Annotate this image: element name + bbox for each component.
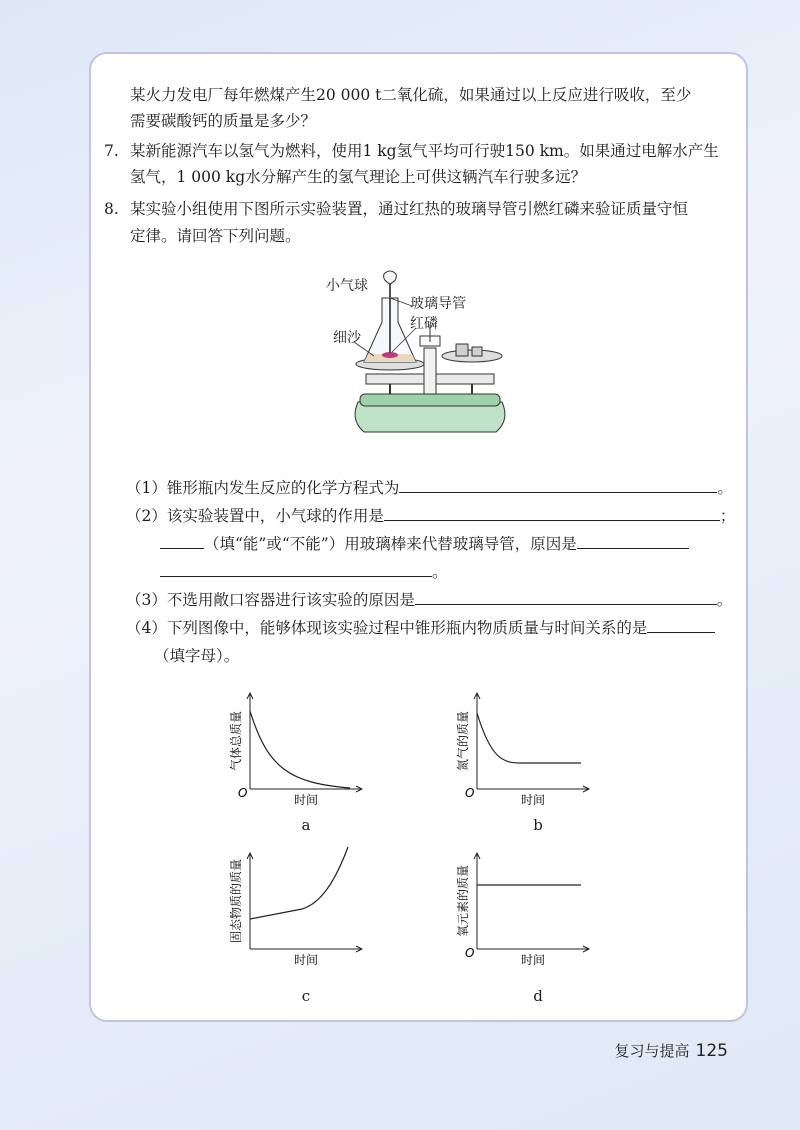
sub1-text: （1）锥形瓶内发生反应的化学方程式为	[126, 479, 400, 497]
label-sand: 细沙	[333, 330, 361, 346]
data-curve	[477, 713, 581, 763]
chart-b	[455, 683, 595, 817]
page-footer	[615, 1040, 728, 1061]
y-axis-label: 氮气的质量	[456, 710, 470, 772]
sub2-line2-text: （填“能”或“不能”）用玻璃棒来代替玻璃导管，原因是	[204, 535, 577, 553]
sub2-answer-line-1[interactable]	[384, 505, 720, 521]
sub2-line2	[160, 533, 689, 555]
sub1	[126, 477, 733, 499]
origin-label: O	[238, 786, 248, 800]
sub3-end: 。	[716, 591, 733, 609]
sub2	[126, 505, 735, 527]
chart-b-letter: b	[533, 816, 543, 834]
sub4-line2: （填字母）。	[154, 647, 240, 665]
data-curve	[250, 711, 350, 788]
x-axis-label: 时间	[520, 953, 546, 967]
q8-line1: 某实验小组使用下图所示实验装置，通过红热的玻璃导管引燃红磷来验证质量守恒	[130, 200, 689, 218]
chart-d	[455, 843, 595, 981]
sub3	[126, 589, 732, 611]
q8-line2: 定律。请回答下列问题。	[130, 227, 301, 245]
sub2-end: ；	[719, 507, 736, 525]
sub3-text: （3）不选用敞口容器进行该实验的原因是	[126, 591, 415, 609]
origin-label: O	[465, 786, 475, 800]
q8-number: 8.	[104, 200, 119, 218]
chart-a	[228, 683, 368, 817]
q7-line2: 氢气，1 000 kg水分解产生的氢气理论上可供这辆汽车行驶多远？	[130, 168, 587, 186]
x-axis-label: 时间	[293, 793, 319, 807]
y-axis-label: 氧元素的质量	[456, 864, 470, 938]
q6-line2: 需要碳酸钙的质量是多少？	[130, 112, 317, 130]
sub2-answer-line-2[interactable]	[577, 533, 689, 549]
page-number: 125	[695, 1041, 728, 1061]
q6-line1: 某火力发电厂每年燃煤产生20 000 t二氧化硫，如果通过以上反应进行吸收，至少	[130, 86, 692, 104]
footer-section: 复习与提高	[614, 1042, 690, 1060]
q7-line1: 某新能源汽车以氢气为燃料，使用1 kg氢气平均可行驶150 km。如果通过电解水产生	[130, 142, 719, 160]
y-axis-label: 气体总质量	[229, 710, 243, 772]
label-balloon: 小气球	[326, 278, 368, 294]
sub1-end: 。	[717, 479, 733, 497]
sub2-line3	[160, 561, 448, 583]
y-axis-label: 固态物质的质量	[229, 858, 243, 944]
chart-a-letter: a	[301, 816, 311, 834]
label-glass-tube: 玻璃导管	[410, 296, 466, 312]
sub2-line3-end: 。	[432, 563, 448, 581]
sub2-text: （2）该实验装置中，小气球的作用是	[126, 507, 384, 525]
sub4-answer-line[interactable]	[647, 617, 715, 633]
sub2-blank-can[interactable]	[160, 533, 204, 549]
x-axis-label: 时间	[293, 953, 319, 967]
sub1-answer-line[interactable]	[399, 477, 717, 493]
data-curve	[250, 847, 348, 919]
label-red-phosphorus: 红磷	[410, 316, 438, 332]
sub4	[126, 617, 715, 639]
q7-number: 7.	[104, 142, 119, 160]
chart-d-letter: d	[533, 987, 543, 1005]
sub2-answer-line-3[interactable]	[160, 561, 432, 577]
sub4-text: （4）下列图像中，能够体现该实验过程中锥形瓶内物质质量与时间关系的是	[126, 619, 648, 637]
x-axis-label: 时间	[520, 793, 546, 807]
chart-c-letter: c	[301, 987, 311, 1005]
chart-c	[228, 843, 368, 981]
origin-label: O	[465, 946, 475, 960]
sub3-answer-line[interactable]	[415, 589, 717, 605]
